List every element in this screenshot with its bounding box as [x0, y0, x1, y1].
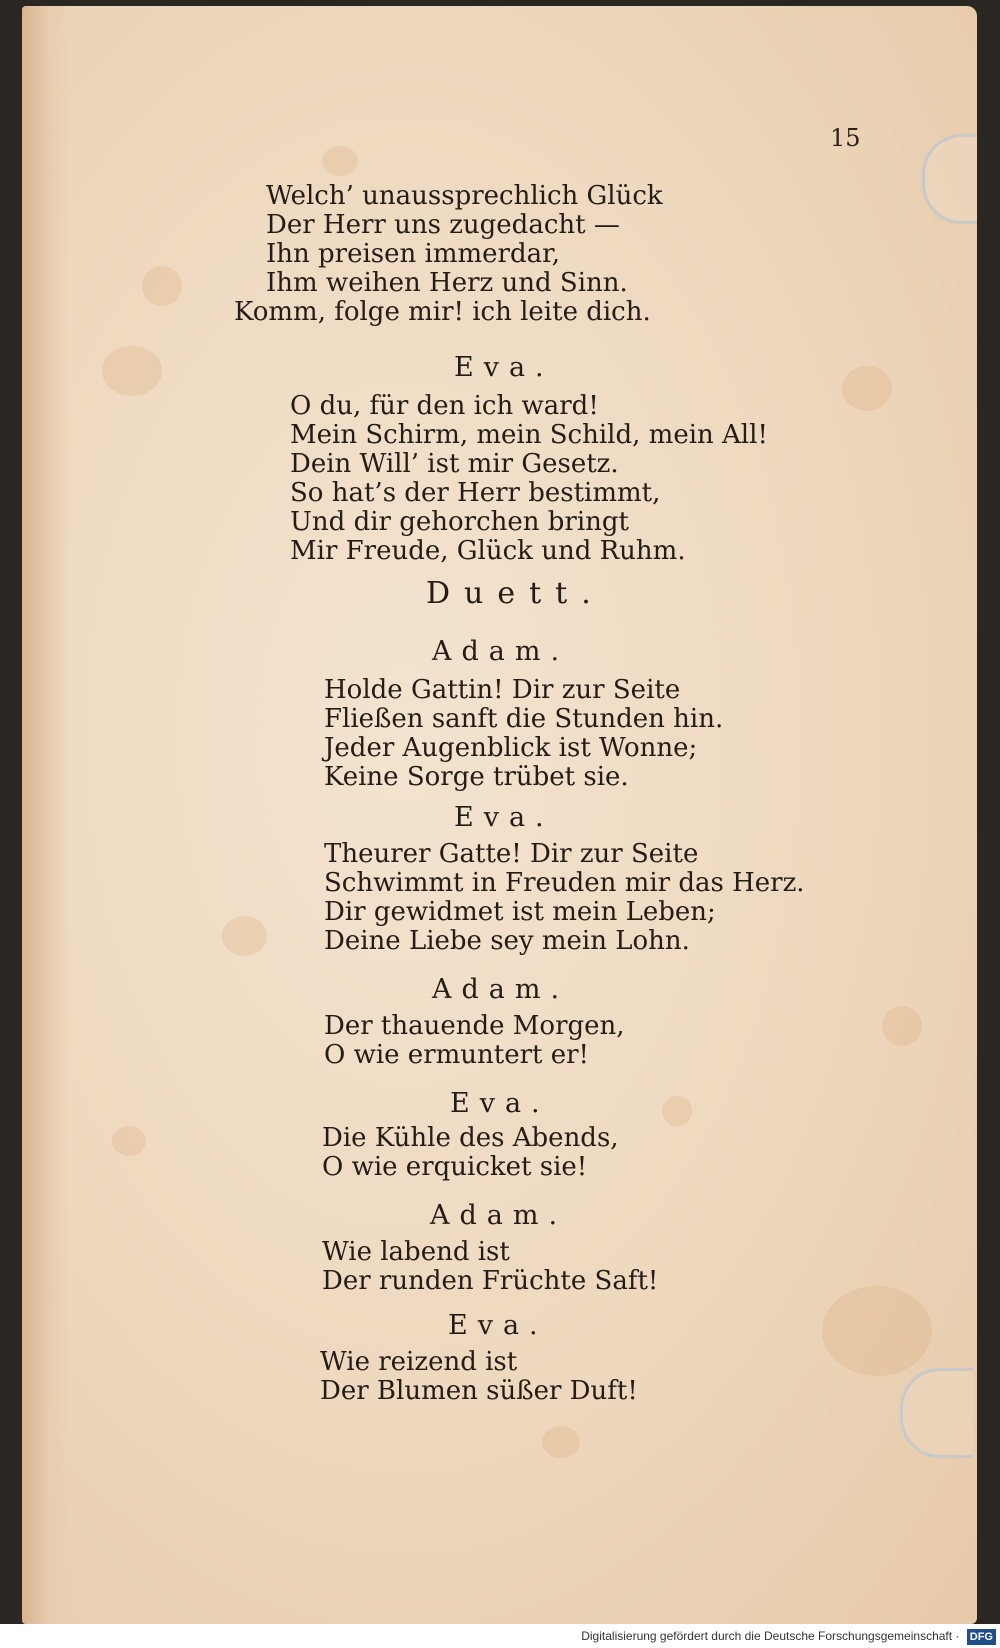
verse-line: O wie ermuntert er! [324, 1040, 590, 1070]
speaker-heading: Eva. [454, 802, 554, 833]
dfg-logo: DFG [967, 1629, 996, 1645]
page-number: 15 [830, 124, 861, 152]
verse-line: Theurer Gatte! Dir zur Seite [324, 839, 699, 869]
verse-line: Dein Will’ ist mir Gesetz. [290, 449, 619, 479]
speaker-heading: Adam. [432, 974, 570, 1005]
verse-line: Der Blumen süßer Duft! [320, 1376, 638, 1406]
verse-block-2 [290, 392, 810, 566]
verse-line: Ihn preisen immerdar, [266, 239, 560, 269]
speaker-heading: Eva. [448, 1310, 548, 1341]
verse-line: Dir gewidmet ist mein Leben; [324, 897, 716, 927]
verse-line: Wie reizend ist [320, 1347, 518, 1377]
verse-block-1 [234, 181, 663, 327]
verse-block-4 [324, 840, 844, 956]
verse-line: Mein Schirm, mein Schild, mein All! [290, 420, 768, 450]
paper-clip-bottom [900, 1368, 973, 1458]
stain [822, 1286, 932, 1376]
duett-heading: Duett. [426, 576, 605, 611]
verse-line: Jeder Augenblick ist Wonne; [324, 733, 698, 763]
verse-line: O wie erquicket sie! [322, 1152, 588, 1182]
verse-line: So hat’s der Herr bestimmt, [290, 478, 661, 508]
stain [222, 916, 267, 956]
verse-line: Holde Gattin! Dir zur Seite [324, 675, 681, 705]
speaker-heading: Adam. [432, 636, 570, 667]
verse-line: Und dir gehorchen bringt [290, 507, 630, 537]
verse-line: Komm, folge mir! ich leite dich. [234, 297, 651, 327]
verse-line: Die Kühle des Abends, [322, 1123, 619, 1153]
stain [322, 146, 358, 176]
stain [662, 1096, 692, 1126]
verse-block-6 [322, 1124, 742, 1182]
speaker-heading: Adam. [430, 1200, 568, 1231]
verse-line: Der runden Früchte Saft! [322, 1266, 659, 1296]
verse-line: Welch’ unaussprechlich Glück [266, 181, 663, 211]
stain [882, 1006, 922, 1046]
verse-line: Fließen sanft die Stunden hin. [324, 704, 724, 734]
verse-line: Keine Sorge trübet sie. [324, 762, 629, 792]
stain [112, 1126, 146, 1156]
verse-line: Der Herr uns zugedacht — [266, 210, 620, 240]
paper-clip-top [922, 134, 977, 224]
verse-line: O du, für den ich ward! [290, 391, 599, 421]
speaker-heading: Eva. [454, 352, 554, 383]
book-page [22, 6, 977, 1624]
stain [142, 266, 182, 306]
verse-block-7 [322, 1238, 742, 1296]
page-gutter [22, 6, 70, 1624]
digitization-footer [0, 1624, 1000, 1648]
stain [842, 366, 892, 411]
speaker-heading: Eva. [450, 1088, 550, 1119]
verse-line: Mir Freude, Glück und Ruhm. [290, 536, 686, 566]
verse-line: Ihm weihen Herz und Sinn. [266, 268, 628, 298]
stain [102, 346, 162, 396]
verse-block-5 [324, 1012, 744, 1070]
verse-line: Der thauende Morgen, [324, 1011, 625, 1041]
verse-block-3 [324, 676, 824, 792]
verse-line: Wie labend ist [322, 1237, 510, 1267]
verse-line: Deine Liebe sey mein Lohn. [324, 926, 690, 956]
verse-block-8 [320, 1348, 740, 1406]
stain [542, 1426, 580, 1458]
verse-line: Schwimmt in Freuden mir das Herz. [324, 868, 805, 898]
footer-credit: Digitalisierung gefördert durch die Deutsche Forschungsgemeinschaft · [581, 1629, 960, 1643]
